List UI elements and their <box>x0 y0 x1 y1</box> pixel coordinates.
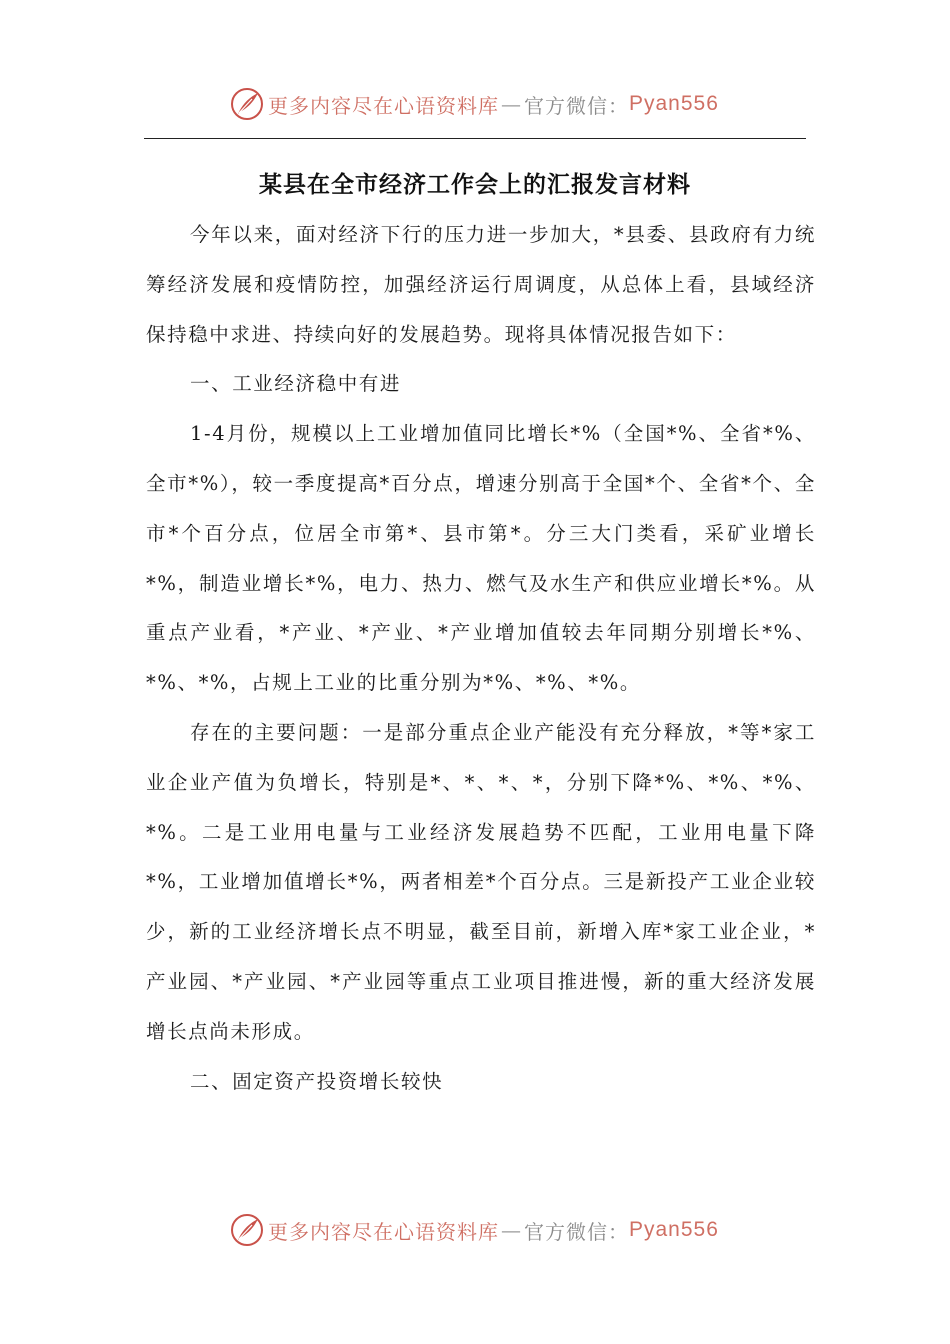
header-divider <box>144 138 806 139</box>
watermark-wechat-label: 官方微信： <box>524 1219 629 1244</box>
watermark-text: 更多内容尽在心语资料库 <box>268 1219 499 1244</box>
section1-paragraph-1: 1-4月份，规模以上工业增加值同比增长*%（全国*%、全省*%、全市*%），较一季度提高*百分点，增速分别高于全国*个、全省*个、全市*个百分点，位居全市第*、县市第*。分三大门类看，采矿业增长*%，制造业增长*%，电力、热力、燃气及水生产和供应业增长*%。从重点产业看，*产业、*产业、*产业增加值较去年同期分别增长*%、*%、*%，占规上工业的比重分别为*%、*%、*%。 <box>146 422 816 695</box>
section2-heading: 二、固定资产投资增长较快 <box>190 1069 444 1093</box>
footer-watermark <box>0 1210 950 1250</box>
document-title: 某县在全市经济工作会上的汇报发言材料 <box>259 172 691 198</box>
document-body <box>146 210 816 1106</box>
watermark-wechat-id: Pyan556 <box>629 92 719 115</box>
section1-paragraph-2: 存在的主要问题：一是部分重点企业产能没有充分释放，*等*家工业企业产值为负增长，特别是*、*、*、*，分别下降*%、*%、*%、*%。二是工业用电量与工业经济发展趋势不匹配，工业用电量下降*%，工业增加值增长*%，两者相差*个百分点。三是新投产工业企业较少，新的工业经济增长点不明显，截至目前，新增入库*家工业企业，*产业园、*产业园、*产业园等重点工业项目推进慢，新的重大经济发展增长点尚未形成。 <box>146 720 816 1043</box>
section1-heading: 一、工业经济稳中有进 <box>190 372 402 396</box>
watermark-wechat-id: Pyan556 <box>629 1218 719 1241</box>
intro-paragraph: 今年以来，面对经济下行的压力进一步加大，*县委、县政府有力统筹经济发展和疫情防控，加强经济运行周调度，从总体上看，县域经济保持稳中求进、持续向好的发展趋势。现将具体情况报告如下： <box>146 223 816 346</box>
watermark-wechat-label: 官方微信： <box>524 93 629 118</box>
watermark-separator: — <box>501 1218 522 1242</box>
feather-pen-logo-icon <box>230 1213 264 1247</box>
watermark-text: 更多内容尽在心语资料库 <box>268 93 499 118</box>
feather-pen-logo-icon <box>230 87 264 121</box>
watermark-separator: — <box>501 92 522 116</box>
header-watermark <box>0 84 950 124</box>
